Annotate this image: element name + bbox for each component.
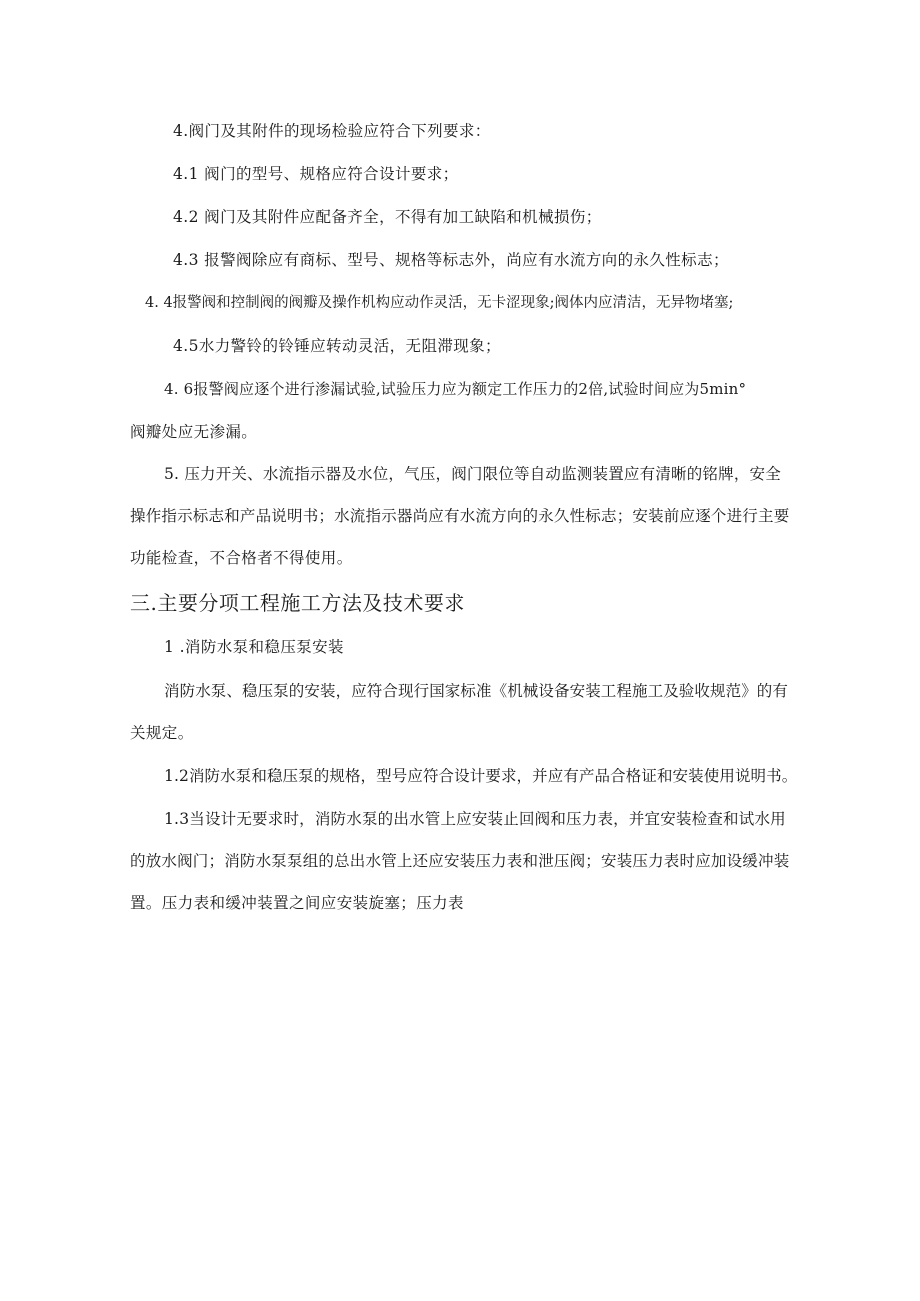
- section-heading: 三.主要分项工程施工方法及技术要求: [130, 591, 465, 615]
- paragraph-4-4: 4. 4报警阀和控制阀的阀瓣及操作机构应动作灵活，无卡涩现象;阀体内应清洁，无异物堵塞;: [145, 295, 734, 311]
- paragraph-4-3: 4.3 报警阀除应有商标、型号、规格等标志外，尚应有水流方向的永久性标志；: [173, 251, 729, 269]
- paragraph-1-3-line-3: 置。压力表和缓冲装置之间应安装旋塞；压力表: [130, 894, 464, 912]
- paragraph-1-3-line-1: 1.3当设计无要求时，消防水泵的出水管上应安装止回阀和压力表，并宜安装检查和试水用: [164, 810, 786, 828]
- paragraph-1-3-line-2: 的放水阀门；消防水泵泵组的总出水管上还应安装压力表和泄压阀；安装压力表时应加设缓冲装: [130, 852, 790, 870]
- paragraph-4-2: 4.2 阀门及其附件应配备齐全，不得有加工缺陷和机械损伤；: [173, 208, 602, 226]
- subsection-title: 1 .消防水泵和稳压泵安装: [164, 638, 344, 656]
- paragraph-4-6: 4. 6报警阀应逐个进行渗漏试验,试验压力应为额定工作压力的2倍,试验时间应为5min°: [164, 380, 747, 398]
- paragraph-5-line-1: 5. 压力开关、水流指示器及水位，气压，阀门限位等自动监测装置应有清晰的铭牌，安全: [164, 465, 781, 483]
- paragraph-5-line-2: 操作指示标志和产品说明书；水流指示器尚应有水流方向的永久性标志；安装前应逐个进行主要: [130, 507, 790, 525]
- paragraph-1-1-line-1: 消防水泵、稳压泵的安装，应符合现行国家标准《机械设备安装工程施工及验收规范》的有: [164, 682, 789, 700]
- paragraph-4-1: 4.1 阀门的型号、规格应符合设计要求；: [173, 165, 459, 183]
- paragraph-4: 4.阀门及其附件的现场检验应符合下列要求：: [173, 122, 491, 140]
- paragraph-1-1-line-2: 关规定。: [130, 724, 194, 742]
- paragraph-5-line-3: 功能检查，不合格者不得使用。: [130, 549, 353, 567]
- paragraph-1-2: 1.2消防水泵和稳压泵的规格，型号应符合设计要求，并应有产品合格证和安装使用说明书。: [164, 767, 798, 785]
- paragraph-4-5: 4.5水力警铃的铃锤应转动灵活，无阻滞现象；: [173, 337, 501, 355]
- paragraph-4-6-continued: 阀瓣处应无渗漏。: [130, 423, 258, 441]
